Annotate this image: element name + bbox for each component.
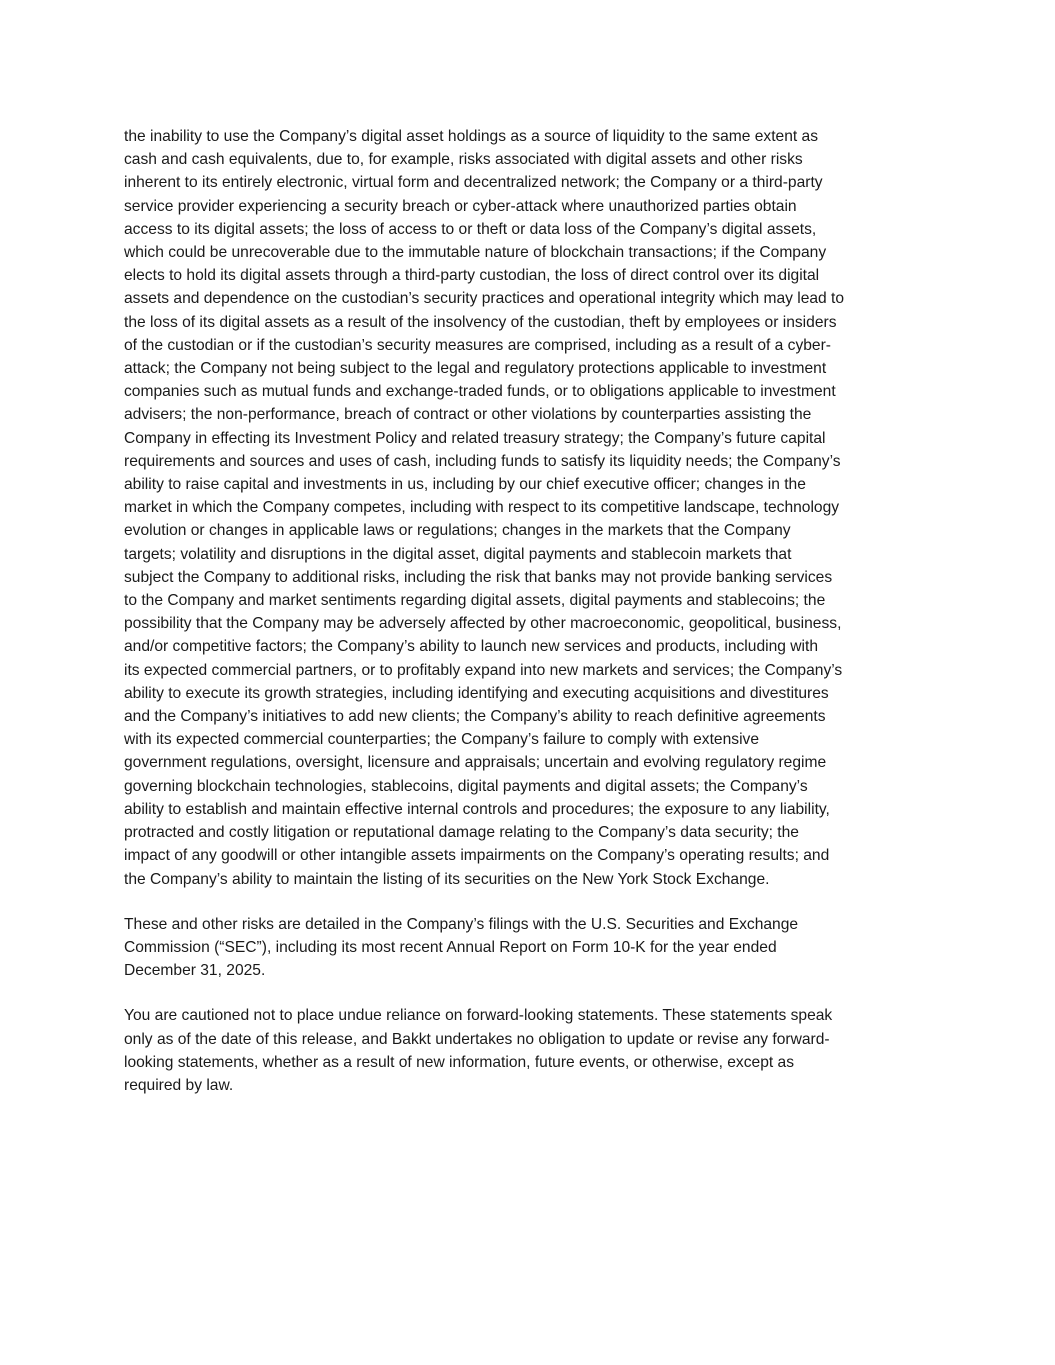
text-line: of the custodian or if the custodian’s security measures are comprised, including as a result of a cyber- <box>124 336 831 354</box>
text-line: protracted and costly litigation or reputational damage relating to the Company’s data security; the <box>124 824 799 842</box>
text-line: cash and cash equivalents, due to, for example, risks associated with digital assets and other risks <box>124 151 803 169</box>
text-line: evolution or changes in applicable laws or regulations; changes in the markets that the Company <box>124 522 791 540</box>
text-line: required by law. <box>124 1076 234 1094</box>
text-line: elects to hold its digital assets through a third-party custodian, the loss of direct control over its digital <box>124 267 820 285</box>
text-line: which could be unrecoverable due to the immutable nature of blockchain transactions; if the Company <box>124 244 827 262</box>
text-line: inherent to its entirely electronic, virtual form and decentralized network; the Company or a third-party <box>124 174 823 192</box>
text-line: ability to raise capital and investments in us, including by our chief executive officer; changes in the <box>124 476 806 494</box>
text-line: the inability to use the Company’s digital asset holdings as a source of liquidity to the same extent as <box>124 128 819 145</box>
text-line: and the Company’s initiatives to add new clients; the Company’s ability to reach definitive agreements <box>124 708 826 726</box>
text-line: subject the Company to additional risks, including the risk that banks may not provide banking services <box>124 568 833 586</box>
text-line: Company in effecting its Investment Policy and related treasury strategy; the Company’s future capital <box>124 429 826 447</box>
text-line: These and other risks are detailed in the Company’s filings with the U.S. Securities and Exchange <box>124 915 799 933</box>
text-line: to the Company and market sentiments regarding digital assets, digital payments and stablecoins; the <box>124 592 826 610</box>
text-line: access to its digital assets; the loss of access to or theft or data loss of the Company’s digital assets, <box>124 220 817 238</box>
text-line: attack; the Company not being subject to the legal and regulatory protections applicable to investment <box>124 360 827 378</box>
text-line: advisers; the non-performance, breach of contract or other violations by counterparties assisting the <box>124 406 812 424</box>
text-line: government regulations, oversight, licensure and appraisals; uncertain and evolving regulatory regime <box>124 754 827 772</box>
text-line: the Company’s ability to maintain the listing of its securities on the New York Stock Exchange. <box>124 870 770 888</box>
text-line: its expected commercial partners, or to profitably expand into new markets and services; the Company’s <box>124 661 843 679</box>
risk-factors-paragraph <box>124 125 934 891</box>
text-line: Commission (“SEC”), including its most recent Annual Report on Form 10-K for the year ended <box>124 938 777 956</box>
text-line: ability to establish and maintain effective internal controls and procedures; the exposure to any liability, <box>124 800 830 818</box>
text-line: You are cautioned not to place undue reliance on forward-looking statements. These statements speak <box>124 1007 833 1025</box>
text-line: looking statements, whether as a result of new information, future events, or otherwise, except as <box>124 1053 795 1071</box>
text-line: and/or competitive factors; the Company’s ability to launch new services and products, including with <box>124 638 818 656</box>
text-line: the loss of its digital assets as a result of the insolvency of the custodian, theft by employees or insiders <box>124 313 837 331</box>
sec-filings-paragraph <box>124 913 934 983</box>
text-line: market in which the Company competes, including with respect to its competitive landscape, technology <box>124 499 840 517</box>
text-line: only as of the date of this release, and Bakkt undertakes no obligation to update or revise any forward- <box>124 1030 830 1048</box>
forward-looking-caution-paragraph <box>124 1004 934 1097</box>
text-line: December 31, 2025. <box>124 962 266 980</box>
text-line: impact of any goodwill or other intangible assets impairments on the Company’s operating results; and <box>124 847 830 865</box>
text-line: ability to execute its growth strategies, including identifying and executing acquisitions and divestitures <box>124 684 829 702</box>
document-body <box>124 125 934 1097</box>
text-line: with its expected commercial counterparties; the Company’s failure to comply with extensive <box>124 731 760 749</box>
text-line: governing blockchain technologies, stablecoins, digital payments and digital assets; the Company’s <box>124 777 808 795</box>
text-line: assets and dependence on the custodian’s security practices and operational integrity which may lead to <box>124 290 845 308</box>
text-line: targets; volatility and disruptions in the digital asset, digital payments and stablecoin markets that <box>124 545 792 563</box>
text-line: service provider experiencing a security breach or cyber-attack where unauthorized parties obtain <box>124 197 797 215</box>
text-line: possibility that the Company may be adversely affected by other macroeconomic, geopolitical, business, <box>124 615 842 633</box>
text-line: companies such as mutual funds and exchange-traded funds, or to obligations applicable to investment <box>124 383 836 401</box>
text-line: requirements and sources and uses of cash, including funds to satisfy its liquidity needs; the Company’s <box>124 452 841 470</box>
